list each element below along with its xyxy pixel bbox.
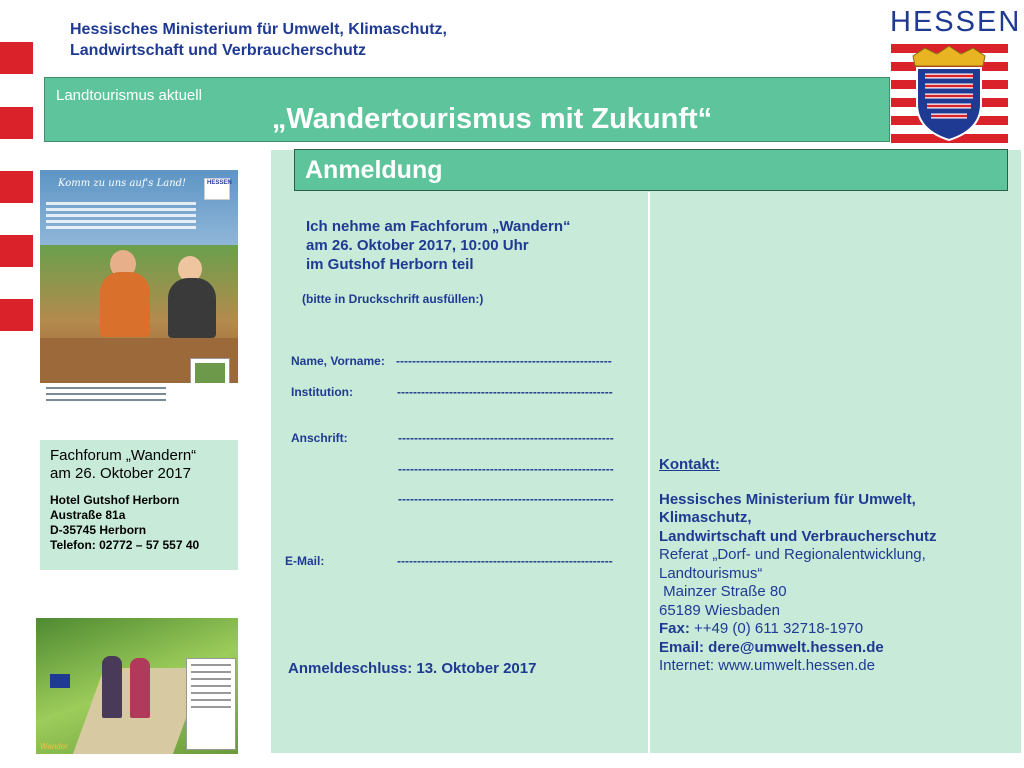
contact-dept-line-2: Landtourismus“ bbox=[659, 564, 763, 582]
event-date: am 26. Oktober 2017 bbox=[50, 465, 191, 482]
intro-line-3: im Gutshof Herborn teil bbox=[306, 256, 474, 273]
name-label: Name, Vorname: bbox=[291, 354, 385, 368]
red-decor-block bbox=[0, 42, 33, 74]
column-divider bbox=[648, 192, 650, 753]
address-label: Anschrift: bbox=[291, 431, 348, 445]
red-decor-block bbox=[0, 299, 33, 331]
banner-subtitle: Landtourismus aktuell bbox=[56, 87, 202, 104]
red-decor-block bbox=[0, 235, 33, 267]
institution-field[interactable]: ------------------------------------------------------ bbox=[397, 385, 613, 399]
poster-logo: HESSEN bbox=[204, 178, 230, 200]
print-note: (bitte in Druckschrift ausfüllen:) bbox=[302, 292, 484, 306]
address-field-2[interactable]: ------------------------------------------------------ bbox=[398, 462, 614, 476]
hiking-photo-image: Wander bbox=[36, 618, 238, 754]
poster-headline: Komm zu uns auf's Land! bbox=[58, 178, 187, 189]
contact-org-line-1: Hessisches Ministerium für Umwelt, bbox=[659, 490, 916, 508]
campaign-poster-image bbox=[40, 170, 238, 412]
name-field[interactable]: ------------------------------------------------------ bbox=[396, 354, 612, 368]
address-field-1[interactable]: ------------------------------------------------------ bbox=[398, 431, 614, 445]
contact-heading: Kontakt: bbox=[659, 456, 720, 473]
contact-city: 65189 Wiesbaden bbox=[659, 601, 780, 619]
registration-intro bbox=[306, 217, 571, 274]
contact-block bbox=[659, 456, 937, 676]
fax-value: ++49 (0) 611 32718-1970 bbox=[689, 620, 864, 637]
email-field[interactable]: ------------------------------------------------------ bbox=[397, 554, 613, 568]
contact-internet-link[interactable]: Internet: www.umwelt.hessen.de bbox=[659, 657, 875, 674]
title-banner bbox=[44, 77, 890, 142]
event-venue: Hotel Gutshof Herborn bbox=[50, 493, 180, 507]
contact-org-line-2: Klimaschutz, bbox=[659, 509, 752, 526]
ministry-line-1: Hessisches Ministerium für Umwelt, Klimaschutz, bbox=[70, 21, 447, 38]
intro-line-2: am 26. Oktober 2017, 10:00 Uhr bbox=[306, 237, 529, 254]
event-title: Fachforum „Wandern“ bbox=[50, 447, 197, 464]
ministry-name bbox=[70, 19, 447, 61]
intro-line-1: Ich nehme am Fachforum „Wandern“ bbox=[306, 218, 571, 235]
contact-org-line-3: Landwirtschaft und Verbraucherschutz bbox=[659, 527, 937, 545]
contact-email-link[interactable]: Email: dere@umwelt.hessen.de bbox=[659, 638, 884, 656]
hessen-logo-text: HESSEN bbox=[890, 6, 1022, 38]
banner-title: „Wandertourismus mit Zukunft“ bbox=[271, 103, 713, 135]
red-decor-block bbox=[0, 171, 33, 203]
contact-dept-line-1: Referat „Dorf- und Regionalentwicklung, bbox=[659, 546, 926, 563]
email-label: E-Mail: bbox=[285, 554, 325, 568]
event-phone: Telefon: 02772 – 57 557 40 bbox=[50, 538, 200, 552]
contact-street: Mainzer Straße 80 bbox=[659, 583, 787, 600]
event-info-box bbox=[40, 440, 238, 570]
hessen-coat-of-arms-icon bbox=[891, 42, 1008, 144]
registration-deadline: Anmeldeschluss: 13. Oktober 2017 bbox=[288, 660, 537, 677]
address-field-3[interactable]: ------------------------------------------------------ bbox=[398, 492, 614, 506]
red-decor-block bbox=[0, 107, 33, 139]
ministry-line-2: Landwirtschaft und Verbraucherschutz bbox=[70, 42, 367, 59]
fax-label: Fax: bbox=[659, 620, 690, 637]
event-city: D-35745 Herborn bbox=[50, 523, 147, 537]
contact-fax bbox=[659, 620, 937, 639]
event-street: Austraße 81a bbox=[50, 508, 126, 522]
form-heading-bar bbox=[294, 149, 1008, 191]
form-heading: Anmeldung bbox=[305, 156, 443, 184]
institution-label: Institution: bbox=[291, 385, 353, 399]
